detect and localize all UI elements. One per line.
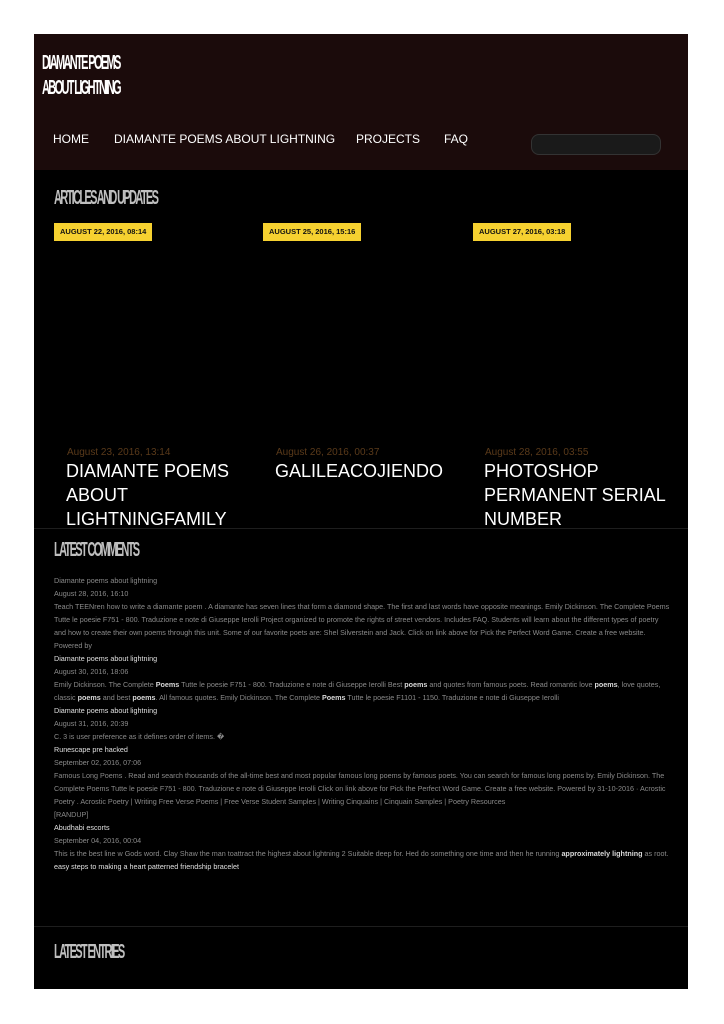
divider: [34, 926, 688, 927]
nav-faq[interactable]: FAQ: [444, 132, 469, 146]
comment-item: [54, 821, 670, 860]
comment-title[interactable]: easy steps to making a heart patterned friendship bracelet: [54, 862, 239, 871]
comment-extra: [RANDUP]: [54, 810, 89, 819]
comment-date: August 28, 2016, 16:10: [54, 589, 129, 598]
search-input[interactable]: [531, 134, 661, 155]
page-frame: [34, 34, 688, 989]
comment-item: [54, 860, 670, 873]
comment-title[interactable]: Abudhabi escorts: [54, 823, 110, 832]
card-title[interactable]: PHOTOSHOP PERMANENT SERIAL NUMBER: [484, 461, 666, 528]
cards-row: [34, 444, 688, 528]
section-title-articles: ARTICLES AND UPDATES: [54, 187, 158, 209]
comment-text: Famous Long Poems . Read and search thousands of the all-time best and most popular famous long poems by famous poets. You can search for famous long poems by. Emily Dickinson. The Complete Poems Tutte le poesie F751 - 800. Traduzione e note di Giuseppe Ierolli Click on link above for Pick the Perfect Word Game. Create a free website. Powered by 31-10-2016 · Acrostic Poetry . Acrostic Poetry | Writing Free Verse Poems | Free Verse Student Samples | Writing Cinquains | Cinquain Samples | Poetry Resources: [54, 771, 666, 806]
comment-item: [54, 704, 670, 743]
comment-title[interactable]: Runescape pre hacked: [54, 745, 128, 754]
comment-text: This is the best line w Gods word. Clay Shaw the man toattract the highest about lightning 2 Suitable deep for. Hed do something one time and then he running approximately lightning as root.: [54, 849, 669, 858]
comment-item: [54, 574, 670, 652]
date-badge: AUGUST 25, 2016, 15:16: [263, 223, 361, 241]
comment-title[interactable]: Diamante poems about lightning: [54, 576, 158, 585]
card-date: August 26, 2016, 00:37: [276, 447, 380, 458]
card-date: August 28, 2016, 03:55: [485, 447, 589, 458]
comments-list: [54, 574, 670, 873]
card-date: August 23, 2016, 13:14: [67, 447, 171, 458]
comment-item: [54, 743, 670, 821]
date-badge: AUGUST 22, 2016, 08:14: [54, 223, 152, 241]
site-header: [34, 34, 688, 170]
comment-date: August 31, 2016, 20:39: [54, 719, 129, 728]
comment-date: September 04, 2016, 00:04: [54, 836, 142, 845]
site-logo-line1[interactable]: DIAMANTE POEMS: [42, 52, 120, 74]
comment-title[interactable]: Diamante poems about lightning: [54, 706, 158, 715]
site-logo-line2[interactable]: ABOUT LIGHTNING: [42, 77, 120, 99]
card-title[interactable]: GALILEACOJIENDO: [275, 461, 444, 481]
comment-item: [54, 652, 670, 704]
section-title-latest: LATEST ENTRIES: [54, 941, 124, 963]
nav-home[interactable]: HOME: [53, 132, 89, 146]
comment-date: September 02, 2016, 07:06: [54, 758, 142, 767]
card-title[interactable]: DIAMANTE POEMS ABOUT LIGHTNINGFAMILY: [66, 461, 230, 528]
nav-diamante-poems[interactable]: DIAMANTE POEMS ABOUT LIGHTNING: [114, 132, 336, 146]
comment-title[interactable]: Diamante poems about lightning: [54, 654, 158, 663]
comment-text: Emily Dickinson. The Complete Poems Tutte le poesie F751 - 800. Traduzione e note di Giuseppe Ierolli Best poems and quotes from famous poets. Read romantic love poems, love quotes, classic poems and best poems. All famous quotes. Emily Dickinson. The Complete Poems Tutte le poesie F1101 - 1150. Traduzione e note di Giuseppe Ierolli: [54, 680, 661, 702]
comment-text: Teach TEENren how to write a diamante poem . A diamante has seven lines that form a diamond shape. The first and last words have opposite meanings. Emily Dickinson. The Complete Poems Tutte le poesie F751 - 800. Traduzione e note di Giuseppe Ierolli Project organized to promote the rights of street vendors. Includes FAQ. Students will learn about the different types of poetry and how to create their own poems through this unit. Some of our favorite poets are: Shel Silverstein and Jack. Click on link above for Pick the Perfect Word Game. Create a free website. Powered by: [54, 602, 670, 650]
divider: [34, 528, 688, 529]
comment-date: August 30, 2016, 18:06: [54, 667, 129, 676]
nav-projects[interactable]: PROJECTS: [356, 132, 421, 146]
section-title-comments: LATEST COMMENTS: [54, 539, 139, 561]
comment-text: C. 3 is user preference as it defines order of items. �: [54, 732, 225, 741]
date-badge: AUGUST 27, 2016, 03:18: [473, 223, 571, 241]
